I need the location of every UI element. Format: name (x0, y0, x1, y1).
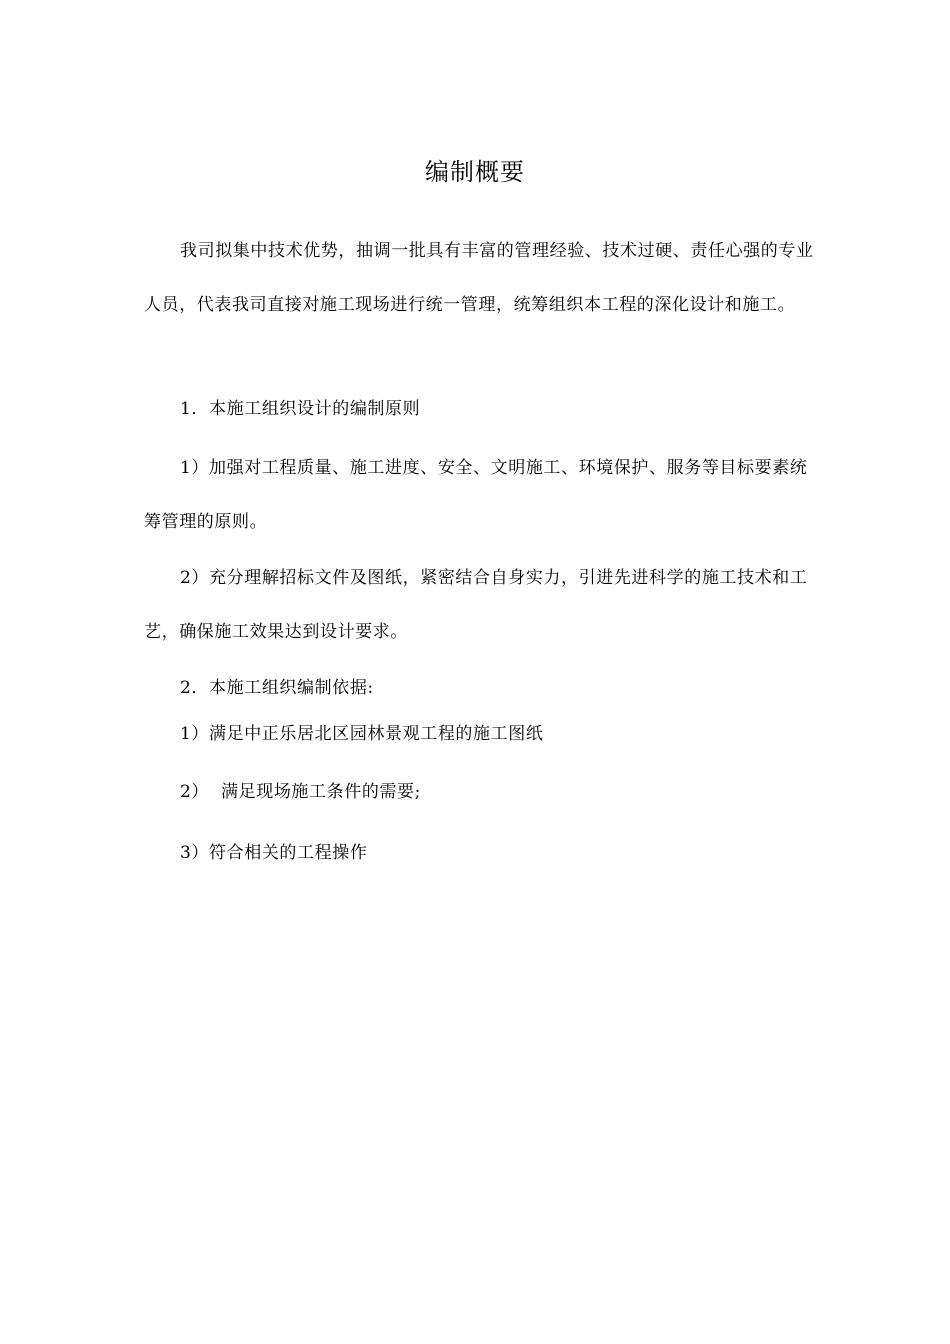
section2-item3: 3）符合相关的工程操作 (180, 843, 368, 863)
section2-item2: 2） 满足现场施工条件的需要; (180, 782, 421, 802)
section1-item2: 2）充分理解招标文件及图纸，紧密结合自身实力，引进先进科学的施工技术和工艺，确保施工效果达到设计要求。 (144, 568, 808, 642)
section2-item1: 1）满足中正乐居北区园林景观工程的施工图纸 (180, 724, 544, 744)
section1-heading: 1．本施工组织设计的编制原则 (180, 399, 421, 419)
intro-paragraph: 我司拟集中技术优势，抽调一批具有丰富的管理经验、技术过硬、责任心强的专业人员，代表我司直接对施工现场进行统一管理，统筹组织本工程的深化设计和施工。 (144, 241, 814, 315)
section2-heading: 2．本施工组织编制依据: (180, 678, 374, 698)
document-title: 编制概要 (425, 158, 525, 186)
section1-item1: 1）加强对工程质量、施工进度、安全、文明施工、环境保护、服务等目标要素统筹管理的原则。 (144, 458, 808, 532)
